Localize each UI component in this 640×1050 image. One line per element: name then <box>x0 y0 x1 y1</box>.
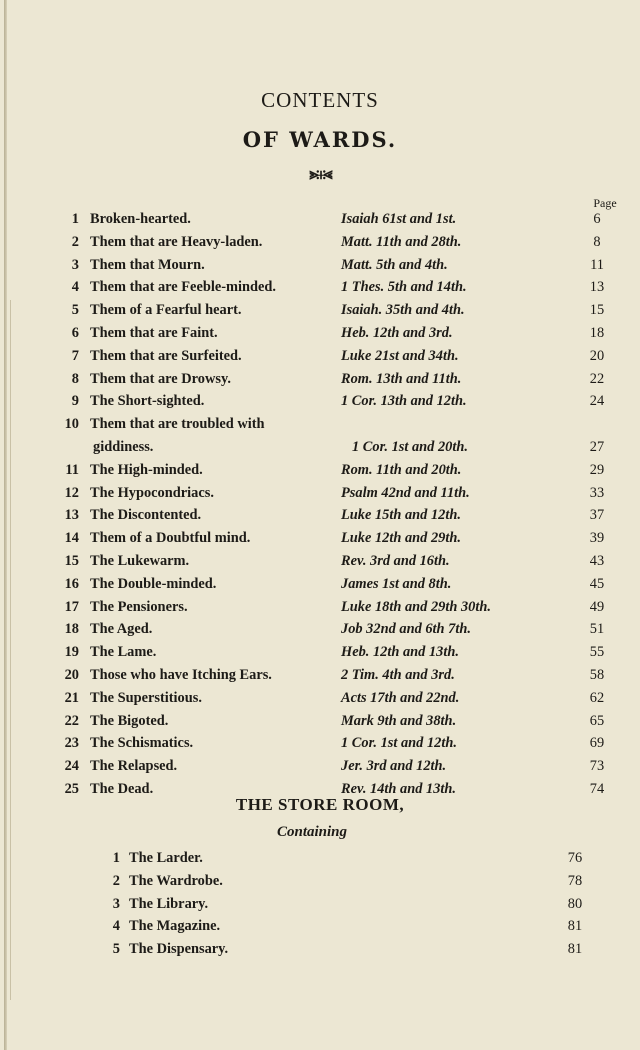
ward-row <box>0 231 640 254</box>
page-title: CONTENTS <box>261 88 379 112</box>
page-number: 69 <box>589 735 605 752</box>
store-room-heading: THE STORE ROOM, <box>235 795 405 814</box>
page-number: 58 <box>589 666 605 683</box>
page-number: 22 <box>589 370 605 387</box>
ward-number: 17 <box>64 598 79 615</box>
scripture-reference: Mark 9th and 38th. <box>341 712 457 729</box>
ward-row <box>0 299 640 322</box>
ward-name: Those who have Itching Ears. <box>90 666 272 683</box>
page-number: 13 <box>589 279 605 296</box>
scripture-reference: Luke 21st and 34th. <box>341 347 459 364</box>
scripture-reference: Heb. 12th and 3rd. <box>341 324 453 341</box>
scripture-reference: James 1st and 8th. <box>341 575 452 592</box>
ward-name: The Aged. <box>90 621 153 638</box>
ward-number: 2 <box>71 233 79 250</box>
ward-row <box>0 710 640 733</box>
scripture-reference: Luke 12th and 29th. <box>341 530 461 547</box>
ward-name: The High-minded. <box>90 461 203 478</box>
scripture-reference: Rom. 13th and 11th. <box>341 370 462 387</box>
page-number: 6 <box>593 211 601 227</box>
scripture-reference: Psalm 42nd and 11th. <box>341 484 470 501</box>
ward-number: 9 <box>71 393 79 410</box>
ward-number: 3 <box>71 256 79 273</box>
page-number: 81 <box>567 918 583 935</box>
wards-list <box>0 208 640 801</box>
store-room-subheading: Containing <box>276 824 348 840</box>
ward-name: The Hypocondriacs. <box>90 484 214 501</box>
scripture-reference: Luke 18th and 29th 30th. <box>341 598 491 615</box>
ward-number: 6 <box>71 324 79 341</box>
page-number: 78 <box>567 872 583 889</box>
page-number: 73 <box>589 758 605 775</box>
page-number: 37 <box>589 507 605 524</box>
store-item-number: 1 <box>112 850 120 866</box>
ward-name: The Short-sighted. <box>90 393 205 410</box>
page-number: 20 <box>589 347 605 364</box>
scripture-reference: 1 Thes. 5th and 14th. <box>341 279 467 296</box>
scripture-reference: Jer. 3rd and 12th. <box>341 758 447 775</box>
page-number: 62 <box>589 689 605 706</box>
ward-number: 25 <box>64 780 79 797</box>
page-number: 55 <box>589 644 605 661</box>
ward-number: 15 <box>64 552 79 569</box>
page-number: 27 <box>589 438 605 455</box>
ward-name: The Discontented. <box>90 507 202 524</box>
ward-name: The Schismatics. <box>90 735 194 752</box>
scripture-reference: 2 Tim. 4th and 3rd. <box>341 666 455 683</box>
ward-number: 10 <box>64 416 79 433</box>
store-item-number: 4 <box>112 918 120 935</box>
store-item <box>0 870 640 893</box>
page-number: 49 <box>589 598 605 615</box>
ward-name: The Superstitious. <box>90 689 202 706</box>
ward-number: 22 <box>64 712 79 729</box>
ward-number: 12 <box>64 484 79 501</box>
ornament-icon: ⪢⁜⪡ <box>309 166 331 183</box>
ward-name: Them that Mourn. <box>90 256 205 273</box>
ward-name: Them of a Fearful heart. <box>90 302 242 319</box>
scripture-reference: 1 Cor. 1st and 12th. <box>341 735 457 752</box>
ward-name: giddiness. <box>93 438 154 455</box>
ward-row <box>0 390 640 413</box>
scripture-reference: Luke 15th and 12th. <box>341 507 461 524</box>
ward-row <box>0 276 640 299</box>
ward-name: Them that are Feeble-minded. <box>90 279 276 296</box>
ward-row <box>0 755 640 778</box>
page-number: 29 <box>589 461 605 478</box>
ward-row <box>0 322 640 345</box>
scripture-reference: 1 Cor. 13th and 12th. <box>341 393 467 410</box>
scripture-reference: Isaiah 61st and 1st. <box>341 211 457 227</box>
ward-row <box>0 527 640 550</box>
ward-name: Them of a Doubtful mind. <box>90 530 251 547</box>
page-number: 24 <box>589 393 605 410</box>
ward-name: The Bigoted. <box>90 712 169 729</box>
ward-row <box>0 596 640 619</box>
scripture-reference: Job 32nd and 6th 7th. <box>341 621 471 638</box>
page-number: 65 <box>589 712 605 729</box>
ward-number: 5 <box>71 302 79 319</box>
ward-row <box>0 573 640 596</box>
scripture-reference: 1 Cor. 1st and 20th. <box>352 438 468 455</box>
page-number: 74 <box>589 780 605 797</box>
ward-name: The Lame. <box>90 644 157 661</box>
ward-name: Them that are Surfeited. <box>90 347 242 364</box>
ward-number: 7 <box>71 347 79 364</box>
ward-row <box>0 687 640 710</box>
store-item <box>0 847 640 870</box>
store-item-number: 2 <box>112 872 120 889</box>
ward-row <box>0 504 640 527</box>
page-number: 39 <box>589 530 605 547</box>
ward-row <box>0 413 640 436</box>
ward-number: 13 <box>64 507 79 524</box>
store-item-number: 5 <box>112 941 120 958</box>
ward-name: Them that are Drowsy. <box>90 370 231 387</box>
store-item <box>0 938 640 961</box>
scripture-reference: Rev. 3rd and 16th. <box>341 552 450 569</box>
ward-name: The Lukewarm. <box>90 552 190 569</box>
ward-number: 8 <box>71 370 79 387</box>
ward-number: 20 <box>64 666 79 683</box>
ward-number: 4 <box>71 279 79 296</box>
page-number: 76 <box>567 850 583 866</box>
page-number: 33 <box>589 484 605 501</box>
ward-name: Them that are Faint. <box>90 324 218 341</box>
ward-number: 16 <box>64 575 79 592</box>
store-item-name: The Dispensary. <box>129 941 229 958</box>
ward-row <box>0 459 640 482</box>
page-number: 18 <box>589 324 605 341</box>
store-item-name: The Library. <box>129 895 209 912</box>
page-number: 15 <box>589 302 605 319</box>
page-number: 51 <box>589 621 605 638</box>
page-subtitle: OF WARDS. <box>242 127 398 152</box>
store-item-name: The Wardrobe. <box>129 872 223 889</box>
ward-number: 21 <box>64 689 79 706</box>
scripture-reference: Matt. 11th and 28th. <box>341 233 462 250</box>
page-number: 8 <box>593 233 601 250</box>
store-room-list <box>0 847 640 961</box>
ward-row <box>0 664 640 687</box>
ward-number: 19 <box>64 644 79 661</box>
ward-row <box>0 368 640 391</box>
ward-row <box>0 618 640 641</box>
ward-name: Them that are troubled with <box>90 416 265 433</box>
ward-name: The Dead. <box>90 780 154 797</box>
page-number: 81 <box>567 941 583 958</box>
page-number: 43 <box>589 552 605 569</box>
ward-name: The Relapsed. <box>90 758 178 775</box>
ward-name: Broken-hearted. <box>90 211 191 227</box>
ward-row <box>0 550 640 573</box>
store-item <box>0 915 640 938</box>
ward-row <box>0 482 640 505</box>
ward-number: 1 <box>71 211 79 227</box>
ward-name: The Pensioners. <box>90 598 188 615</box>
scripture-reference: Rev. 14th and 13th. <box>341 780 457 797</box>
scripture-reference: Acts 17th and 22nd. <box>341 689 460 706</box>
scripture-reference: Matt. 5th and 4th. <box>341 256 448 273</box>
ward-number: 14 <box>64 530 79 547</box>
ward-number: 24 <box>64 758 79 775</box>
scripture-reference: Rom. 11th and 20th. <box>341 461 462 478</box>
ward-number: 18 <box>64 621 79 638</box>
ward-row <box>0 208 640 231</box>
ward-row <box>0 254 640 277</box>
page-number: 45 <box>589 575 605 592</box>
page-number: 80 <box>567 895 583 912</box>
ward-row-continuation <box>0 436 640 459</box>
ward-row <box>0 732 640 755</box>
scripture-reference: Isaiah. 35th and 4th. <box>341 302 465 319</box>
ward-name: The Double-minded. <box>90 575 217 592</box>
ward-row <box>0 345 640 368</box>
store-item-name: The Larder. <box>129 850 203 866</box>
ward-row <box>0 641 640 664</box>
ward-number: 11 <box>65 461 79 478</box>
ward-number: 23 <box>64 735 79 752</box>
scripture-reference: Heb. 12th and 13th. <box>341 644 459 661</box>
store-item-number: 3 <box>112 895 120 912</box>
page-column-header: Page <box>593 196 617 210</box>
ward-name: Them that are Heavy-laden. <box>90 233 263 250</box>
store-item <box>0 893 640 916</box>
store-item-name: The Magazine. <box>129 918 221 935</box>
page-number: 11 <box>590 256 604 273</box>
